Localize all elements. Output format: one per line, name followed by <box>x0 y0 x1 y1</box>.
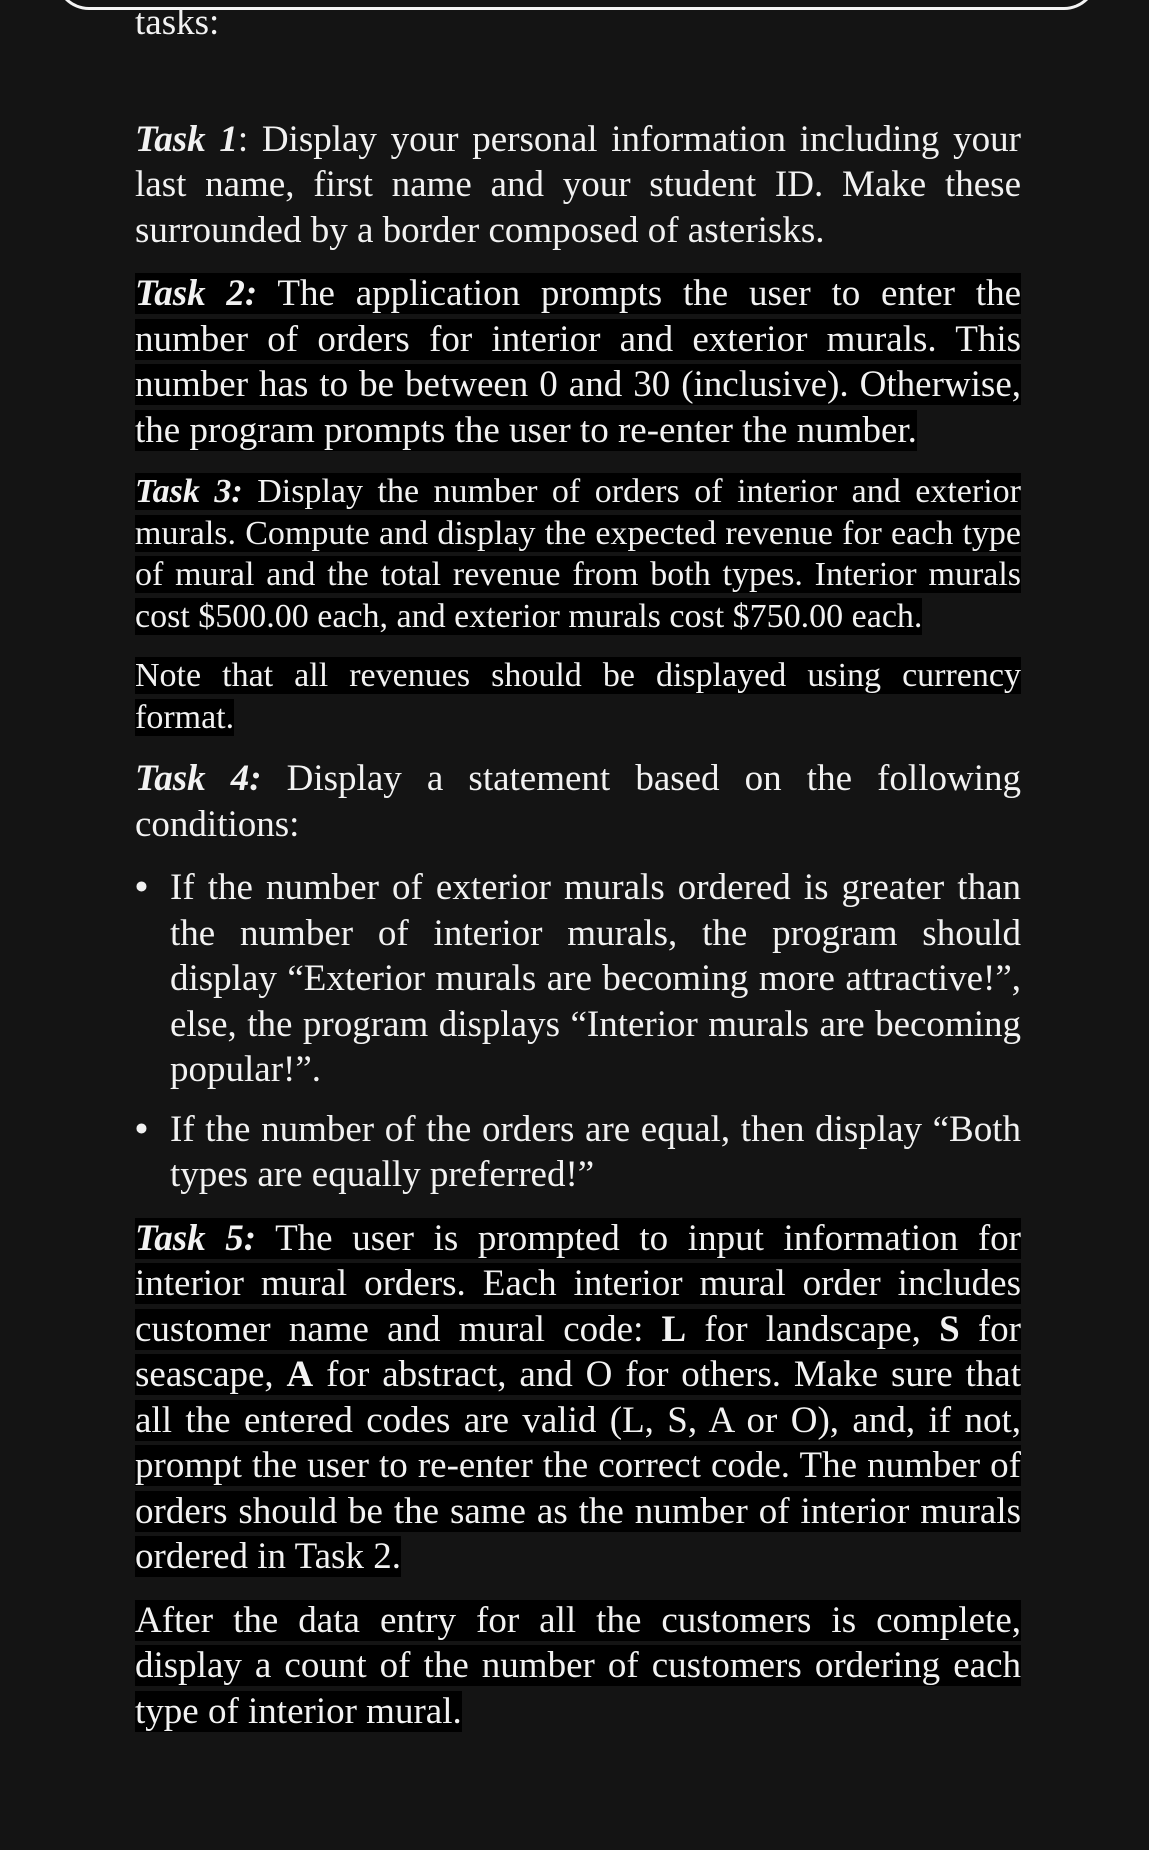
task-2-paragraph <box>135 271 1021 453</box>
note-text: Note that all revenues should be displayed using currency format. <box>135 657 1021 736</box>
task-3-text: Display the number of orders of interior and exterior murals. Compute and display the expected revenue for each type of mural and the total revenue from both types. Interior murals cost $500.00 each, and exterior murals cost $750.00 each. <box>135 473 1021 635</box>
task-4-text: Display a statement based on the following conditions: <box>135 758 1021 845</box>
bullet-icon: • <box>135 867 148 908</box>
document-page <box>135 0 1021 1752</box>
closing-text: After the data entry for all the customers is complete, display a count of the number of customers ordering each type of interior mural. <box>135 1599 1021 1732</box>
task-4-label: Task 4: <box>135 758 262 799</box>
bullet-icon: • <box>135 1108 148 1150</box>
task-5-label: Task 5: <box>135 1217 257 1259</box>
task-4-paragraph <box>135 756 1021 847</box>
intro-second-line: tasks: <box>135 2 220 43</box>
code-l: L <box>661 1308 687 1350</box>
closing-paragraph <box>135 1598 1021 1735</box>
task-3-label: Task 3: <box>135 473 243 510</box>
task-1-paragraph <box>135 117 1021 254</box>
condition-item: • If the number of the orders are equal, then display “Both types are equally preferred!” <box>135 1108 1021 1195</box>
task-2-text: The application prompts the user to enter the number of orders for interior and exterior murals. This number has to be between 0 and 30 (inclusive). Otherwise, the program prompts the user to re-enter the number. <box>135 273 1021 451</box>
task-5-paragraph: Task 5: The user is prompted to input information for interior mural orders. Each interior mural order includes customer name and mural code: L for landscape, S for seascape, A for abstract, and O for others. Make sure that all the entered codes are valid (L, S, A or O), and, if not, prompt the user to re-enter the correct code. The number of orders should be the same as the number of interior murals ordered in Task 2. <box>135 1217 1021 1577</box>
code-a: A <box>286 1354 314 1395</box>
task-1-text: : Display your personal information including your last name, first name and your student ID. Make these surrounded by a border composed of asterisks. <box>135 118 1021 251</box>
task-3-paragraph <box>135 471 1021 637</box>
note-paragraph <box>135 655 1021 738</box>
task-2-label: Task 2: <box>135 273 258 314</box>
intro-paragraph <box>135 0 1021 46</box>
task-4-conditions-list <box>135 865 1021 1198</box>
condition-item: • If the number of exterior murals ordered is greater than the number of interior murals, the program should display “Exterior murals are becoming more attractive!”, else, the program displays “Interior murals are becoming popular!”. <box>135 867 1021 1090</box>
task-1-label: Task 1 <box>135 118 238 160</box>
code-s: S <box>939 1308 960 1350</box>
